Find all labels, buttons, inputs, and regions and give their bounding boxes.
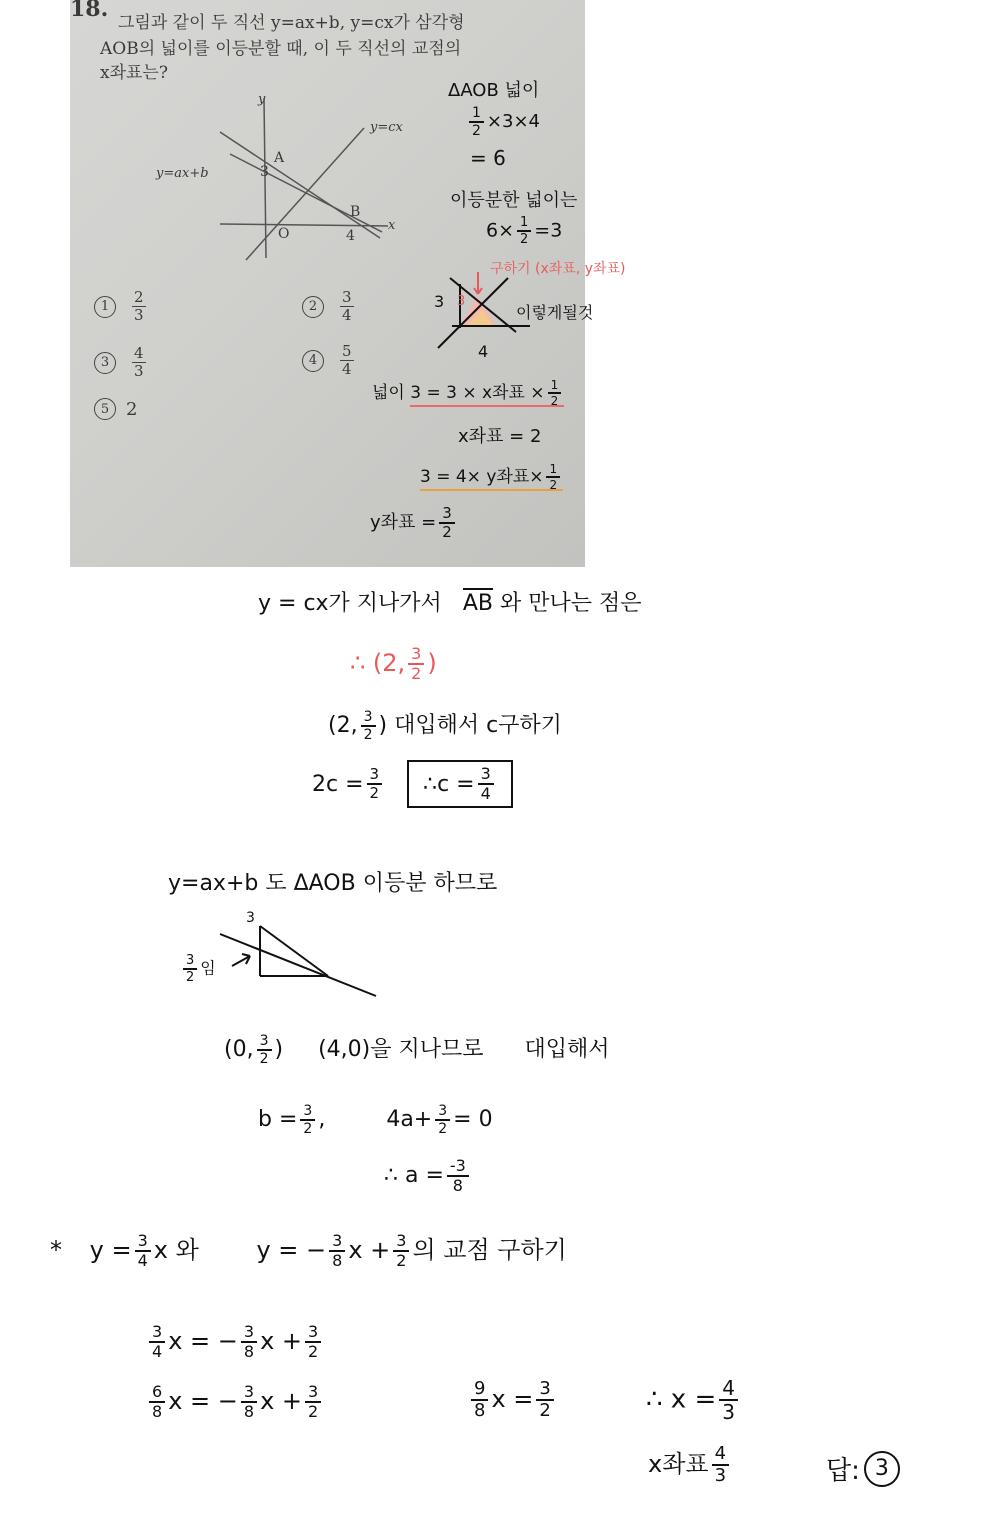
note-area-title: ΔAOB 넓이 — [448, 80, 540, 101]
solution-line-4: 2c = $\frac{3}{2}$ ∴c = $\frac{3}{4}$ — [312, 760, 513, 808]
graph-line-cx-label: y=cx — [370, 120, 403, 135]
note-ycoord-result: y좌표 = $\frac{3}{2}$ — [370, 506, 458, 540]
answer-circled-choice: 3 — [864, 1451, 900, 1487]
choice-5: 5 2 — [94, 398, 137, 420]
note-sketch-side: 3 — [434, 292, 445, 311]
problem-line-3: x좌표는? — [100, 63, 168, 83]
solution-line-10: $\frac{3}{4}$ x = − $\frac{3}{8}$ x + $\frac{3}{2}$ — [146, 1324, 324, 1360]
solution-point: ∴ (2, $\frac{3}{2}$ ) — [350, 644, 437, 683]
sketch2-left-label: $\frac{3}{2}$ 임 — [180, 954, 216, 984]
problem-line-1: 그림과 같이 두 직선 y=ax+b, y=cx가 삼각형 — [118, 13, 465, 33]
solution-line-9: * y = $\frac{3}{4}$ x 와 y = − $\frac{3}{8}$ x + $\frac{3}{2}$ 의 교점 구하기 — [50, 1231, 567, 1270]
solution-line-8: ∴ a = $\frac{-3}{8}$ — [384, 1158, 472, 1194]
note-sketch-inner: 3 — [457, 294, 466, 309]
sketch2-top-label: 3 — [246, 910, 255, 926]
note-red-find: 구하기 (x좌표, y좌표) — [490, 261, 626, 277]
problem-photo — [70, 0, 626, 567]
graph-y-label: y — [258, 92, 266, 107]
graph-line-triangle-edge — [220, 132, 380, 238]
choice-2: 2 $\frac{3}{4}$ — [302, 290, 354, 323]
graph-x-label: x — [388, 218, 396, 233]
choice-1: 1 $\frac{2}{3}$ — [94, 290, 146, 323]
solution-x-result: ∴ x = $\frac{4}{3}$ — [646, 1378, 741, 1422]
solution-line-5: y=ax+b 도 ΔAOB 이등분 하므로 — [168, 871, 498, 896]
solution-line-7: b = $\frac{3}{2}$ , 4a+ $\frac{3}{2}$ = 0 — [258, 1103, 493, 1137]
note-sketch-base: 4 — [478, 342, 489, 361]
note-sketch-caption: 이렇게될것 — [516, 303, 594, 322]
note-xcoord-result: x좌표 = 2 — [458, 426, 542, 447]
solution-line-3: (2, $\frac{3}{2}$ ) 대입해서 c구하기 — [328, 709, 562, 743]
solution-final-xcoord: x좌표 $\frac{4}{3}$ — [648, 1444, 732, 1485]
note-ycoord-line: 3 = 4× y좌표× $\frac{1}{2}$ — [420, 462, 563, 491]
solution-line-11: $\frac{6}{8}$ x = − $\frac{3}{8}$ x + $\frac{3}{2}$ — [146, 1384, 324, 1420]
choice-3: 3 $\frac{4}{3}$ — [94, 346, 146, 379]
solution-line-6: (0, $\frac{3}{2}$ ) (4,0)을 지나므로 대입해서 — [224, 1033, 610, 1067]
note-xcoord-line: 넓이 3 = 3 × x좌표 × $\frac{1}{2}$ — [372, 378, 564, 407]
graph-point-b-label: B — [350, 204, 361, 220]
solution-line-11b: $\frac{9}{8}$ x = $\frac{3}{2}$ — [468, 1380, 557, 1420]
problem-line-2: AOB의 넓이를 이등분할 때, 이 두 직선의 교점의 — [100, 39, 462, 59]
note-half-calc: 6× $\frac{1}{2}$ =3 — [486, 215, 563, 247]
solution-line-1: y = cx가 지나가서 AB 와 만나는 점은 — [258, 586, 641, 617]
problem-number: 18. — [70, 0, 109, 22]
graph-x-axis — [220, 224, 388, 226]
graph-b-value: 4 — [346, 228, 355, 244]
solution-c-result-box: ∴c = $\frac{3}{4}$ — [407, 760, 513, 808]
solution-answer: 답: 3 — [826, 1450, 900, 1487]
graph-line-axb-label: y=ax+b — [156, 166, 209, 181]
graph-point-a-label: A — [274, 150, 285, 166]
graph-origin-label: O — [278, 226, 290, 242]
graph-a-value: 3 — [260, 164, 269, 180]
choice-4: 4 $\frac{5}{4}$ — [302, 344, 354, 377]
note-area-result: = 6 — [470, 146, 506, 170]
note-area-calc: $\frac{1}{2}$ ×3×4 — [466, 106, 540, 138]
note-half-title: 이등분한 넓이는 — [450, 190, 578, 211]
